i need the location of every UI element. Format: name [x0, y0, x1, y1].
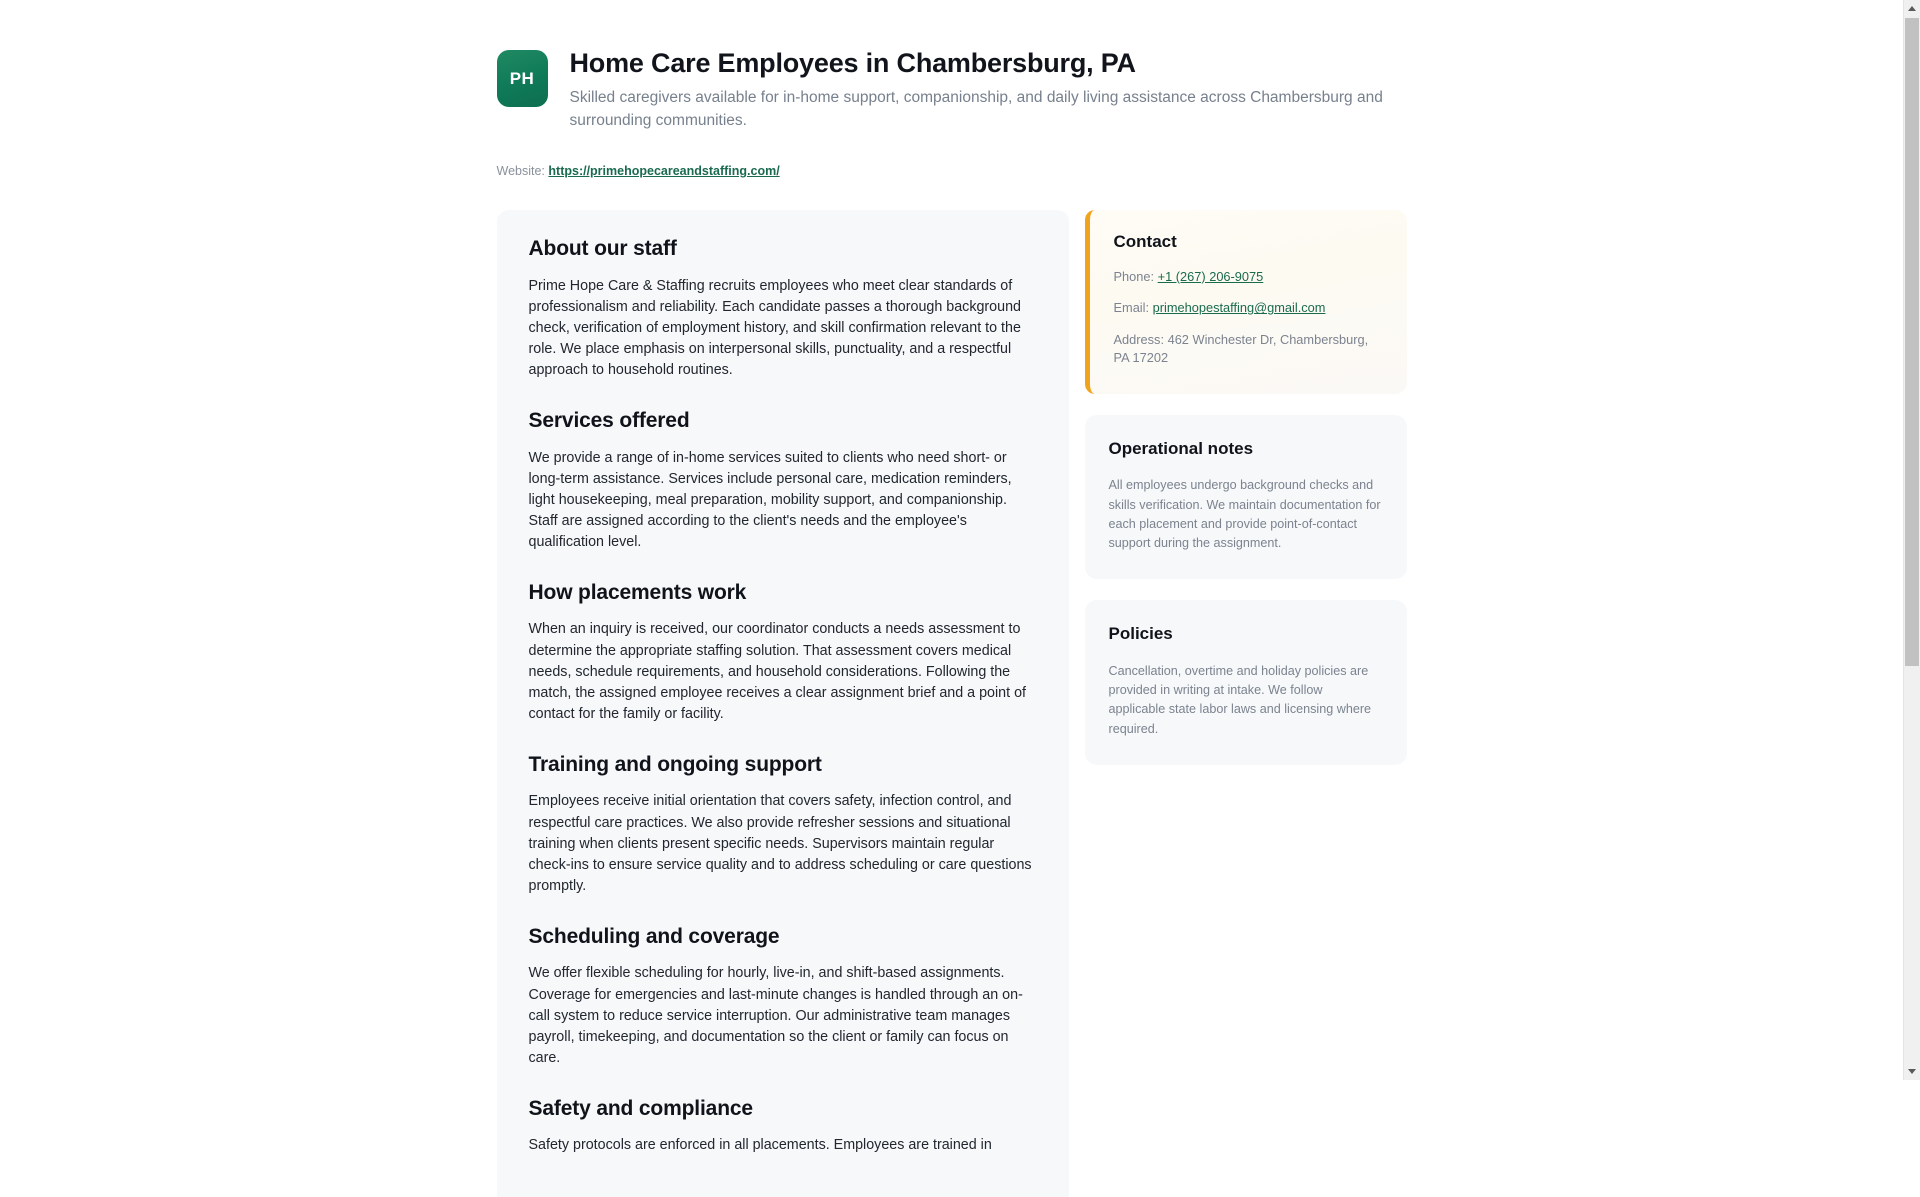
- section-title: How placements work: [528, 581, 747, 605]
- policies-card: [1085, 600, 1407, 764]
- page-header: [497, 46, 1407, 132]
- content-grid: [497, 210, 1407, 1196]
- policies-title: Policies: [1108, 624, 1173, 644]
- main-content-panel: [497, 210, 1069, 1196]
- header-text-block: [570, 46, 1407, 132]
- scroll-up-arrow-icon: [1908, 6, 1916, 11]
- section-services-offered: [529, 408, 1037, 553]
- scroll-up-button[interactable]: [1904, 0, 1920, 17]
- operational-notes-body: All employees undergo background checks and skills verification. We maintain documentation for each placement and provide point-of-contact support during the assignment.: [1108, 478, 1381, 551]
- contact-email-label: Email:: [1113, 300, 1150, 316]
- contact-email-row: [1114, 299, 1383, 318]
- avatar: [497, 50, 548, 107]
- section-body: Safety protocols are enforced in all placements. Employees are trained in: [528, 1137, 992, 1154]
- section-body: We offer flexible scheduling for hourly, live-in, and shift-based assignments. Coverage for emergencies and last-minute changes is handled through an on-call system to reduce service interruption. Our administrative team manages payroll, timekeeping, and documentation so the client or family can focus on care.: [528, 965, 1023, 1067]
- scroll-down-arrow-icon: [1908, 1069, 1916, 1074]
- section-how-placements-work: [529, 580, 1037, 725]
- section-scheduling-and-coverage: [529, 924, 1037, 1069]
- avatar-initials: PH: [509, 68, 535, 88]
- operational-notes-title: Operational notes: [1108, 438, 1254, 458]
- vertical-scrollbar[interactable]: [1903, 0, 1920, 1080]
- contact-address-row: [1114, 331, 1383, 368]
- contact-card-title: Contact: [1113, 232, 1177, 252]
- section-title: Scheduling and coverage: [528, 925, 780, 949]
- section-safety-and-compliance: [529, 1096, 1037, 1156]
- section-title: Safety and compliance: [528, 1097, 753, 1121]
- page-title: Home Care Employees in Chambersburg, PA: [569, 48, 1136, 78]
- section-body: When an inquiry is received, our coordinator conducts a needs assessment to determine the appropriate staffing solution. That assessment covers medical needs, schedule requirements, and household considerations. Following the match, the assigned employee receives a clear assignment brief and a point of contact for the family or facility.: [528, 621, 1026, 723]
- section-training-and-ongoing-support: [529, 752, 1037, 897]
- contact-email-link[interactable]: primehopestaffing@gmail.com: [1152, 300, 1326, 316]
- section-about-our-staff: [529, 236, 1037, 381]
- section-body: We provide a range of in-home services suited to clients who need short- or long-term assistance. Services include personal care, medication reminders, light housekeeping, meal preparation, mobility support, and companionship. Staff are assigned according to the client's needs and the employee's qualification level.: [528, 449, 1012, 551]
- section-title: Training and ongoing support: [528, 753, 822, 777]
- contact-phone-label: Phone:: [1113, 268, 1155, 284]
- page-container: [497, 0, 1407, 1197]
- operational-notes-card: [1085, 415, 1407, 579]
- contact-address-label: Address:: [1113, 331, 1165, 347]
- section-body: Employees receive initial orientation that covers safety, infection control, and respectful care practices. We also provide refresher sessions and situational training when clients present specific needs. Supervisors maintain regular check-ins to ensure service quality and to address scheduling or care questions promptly.: [528, 793, 1032, 895]
- section-body: Prime Hope Care & Staffing recruits employees who meet clear standards of professionalism and reliability. Each candidate passes a thorough background check, verification of employment history, and skill confirmation relevant to the role. We place emphasis on interpersonal skills, punctuality, and a respectful approach to household routines.: [528, 277, 1021, 379]
- policies-body: Cancellation, overtime and holiday policies are provided in writing at intake. We follow applicable state labor laws and licensing where required.: [1108, 663, 1372, 736]
- sidebar-panel: [1085, 210, 1407, 764]
- contact-address-value: 462 Winchester Dr, Chambersburg, PA 17202: [1113, 331, 1369, 366]
- scrollbar-thumb[interactable]: [1905, 18, 1919, 666]
- website-row: [497, 163, 1407, 181]
- section-title: About our staff: [528, 237, 677, 261]
- section-title: Services offered: [528, 409, 690, 433]
- website-label: Website:: [496, 163, 545, 178]
- contact-phone-link[interactable]: +1 (267) 206-9075: [1157, 268, 1264, 284]
- scroll-down-button[interactable]: [1904, 1063, 1920, 1080]
- contact-phone-row: [1114, 268, 1383, 287]
- page-subtitle: Skilled caregivers available for in-home support, companionship, and daily living assistance across Chambersburg and surrounding communities.: [569, 89, 1383, 129]
- website-link[interactable]: https://primehopecareandstaffing.com/: [548, 163, 780, 178]
- contact-card: [1085, 210, 1407, 394]
